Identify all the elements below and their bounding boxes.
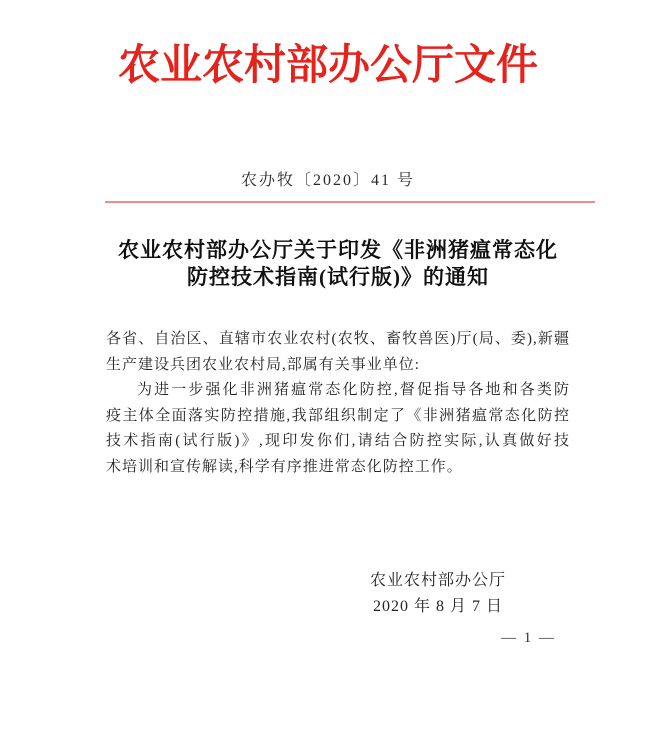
document-title-line-2: 防控技术指南(试行版)》的通知: [187, 265, 489, 289]
signature-block: [106, 568, 570, 620]
salutation-line: 各省、自治区、直辖市农业农村(农牧、畜牧兽医)厅(局、委),新疆: [106, 331, 570, 347]
body-line: 为进一步强化非洲猪瘟常态化防控,督促指导各地和各类防: [137, 382, 570, 398]
body-line: 技术指南(试行版)》,现印发你们,请结合防控实际,认真做好技: [106, 433, 570, 449]
body-line: 疫主体全面落实防控措施,我部组织制定了《非洲猪瘟常态化防控: [106, 407, 570, 424]
document-number: 农办牧〔2020〕41 号: [240, 172, 415, 189]
document-title-line-1: 农业农村部办公厅关于印发《非洲猪瘟常态化: [118, 238, 558, 262]
signature-org: 农业农村部办公厅: [369, 572, 506, 589]
document-header-banner: 农业农村部办公厅文件: [117, 43, 538, 89]
document-body: [106, 327, 570, 480]
salutation-line: 生产建设兵团农业农村局,部属有关事业单位:: [106, 356, 420, 373]
body-line: 术培训和宣传解读,科学有序推进常态化防控工作。: [106, 458, 463, 475]
signature-date: 2020 年 8 月 7 日: [372, 598, 503, 615]
page-number: — 1 —: [501, 630, 556, 646]
red-divider-line: [105, 201, 595, 203]
document-title: [106, 237, 570, 291]
